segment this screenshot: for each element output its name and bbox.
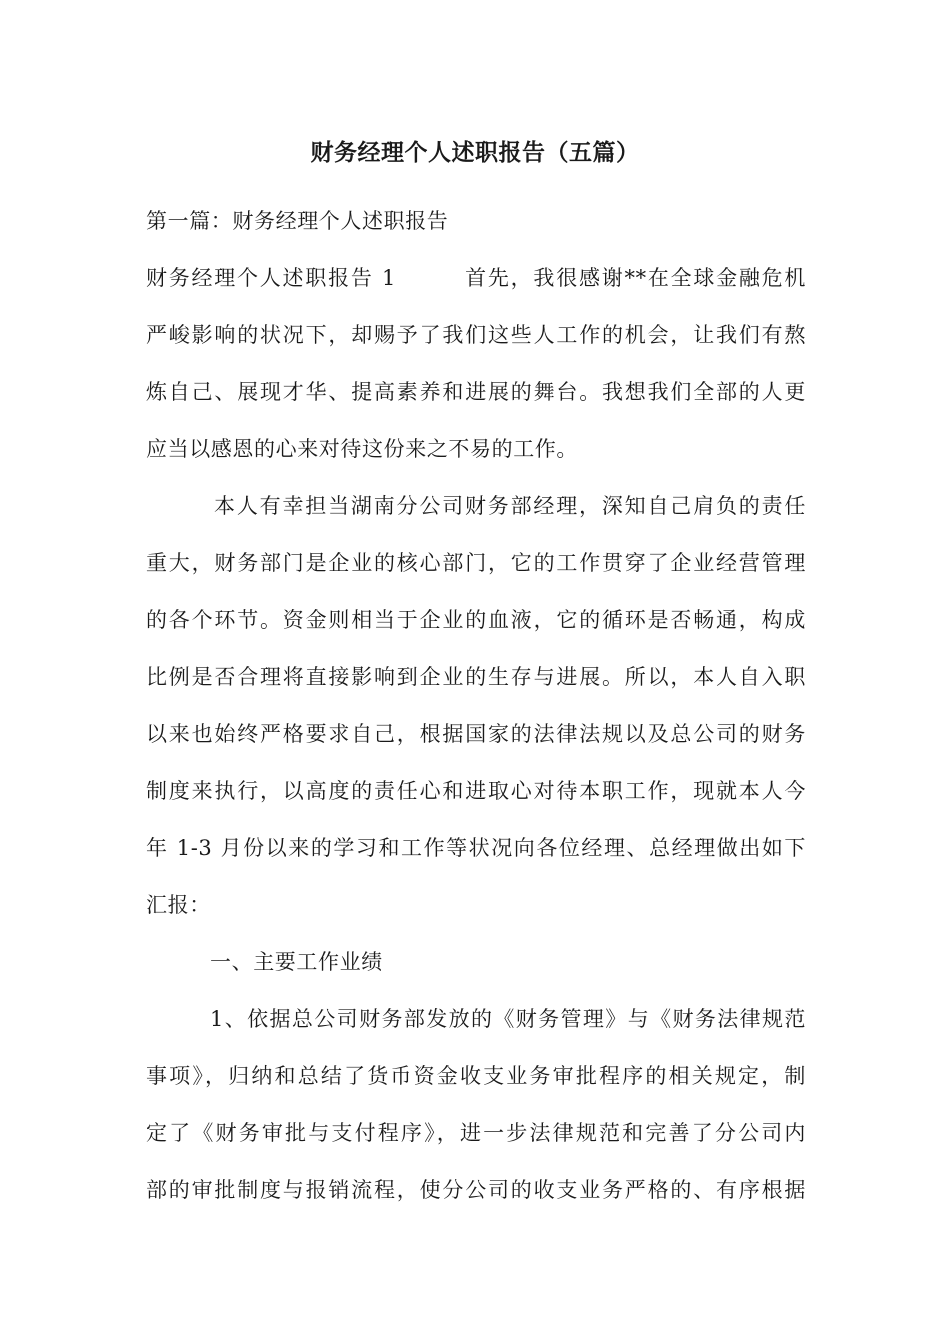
paragraph-line: 1、依据总公司财务部发放的《财务管理》与《财务法律规范	[210, 1007, 806, 1031]
paragraph-line: 制度来执行，以高度的责任心和进取心对待本职工作，现就本人今	[146, 779, 806, 803]
paragraph-line: 的各个环节。资金则相当于企业的血液，它的循环是否畅通，构成	[146, 608, 806, 632]
paragraph-line: 比例是否合理将直接影响到企业的生存与进展。所以，本人自入职	[146, 665, 806, 689]
paragraph-line: 重大，财务部门是企业的核心部门，它的工作贯穿了企业经营管理	[146, 551, 806, 575]
paragraph-line: 汇报：	[146, 893, 211, 917]
section-heading: 第一篇：财务经理个人述职报告	[146, 209, 449, 233]
paragraph-line: 以来也始终严格要求自己，根据国家的法律法规以及总公司的财务	[146, 722, 806, 746]
paragraph-line: 严峻影响的状况下，却赐予了我们这些人工作的机会，让我们有熬	[146, 323, 806, 347]
subsection-heading: 一、主要工作业绩	[210, 950, 383, 974]
paragraph-line: 本人有幸担当湖南分公司财务部经理，深知自己肩负的责任	[214, 494, 806, 518]
paragraph-line	[146, 263, 806, 293]
paragraph-text: 首先，我很感谢**在全球金融危机	[464, 266, 806, 290]
paragraph-line: 事项》，归纳和总结了货币资金收支业务审批程序的相关规定，制	[146, 1064, 806, 1088]
paragraph-line: 炼自己、展现才华、提高素养和进展的舞台。我想我们全部的人更	[146, 380, 806, 404]
paragraph-line: 定了《财务审批与支付程序》，进一步法律规范和完善了分公司内	[146, 1121, 806, 1145]
paragraph-line: 应当以感恩的心来对待这份来之不易的工作。	[146, 437, 578, 461]
paragraph-line: 年 1-3 月份以来的学习和工作等状况向各位经理、总经理做出如下	[146, 836, 806, 860]
report-label: 财务经理个人述职报告 1	[146, 266, 396, 290]
document-title: 财务经理个人述职报告（五篇）	[310, 139, 640, 166]
paragraph-line: 部的审批制度与报销流程，使分公司的收支业务严格的、有序根据	[146, 1178, 806, 1202]
